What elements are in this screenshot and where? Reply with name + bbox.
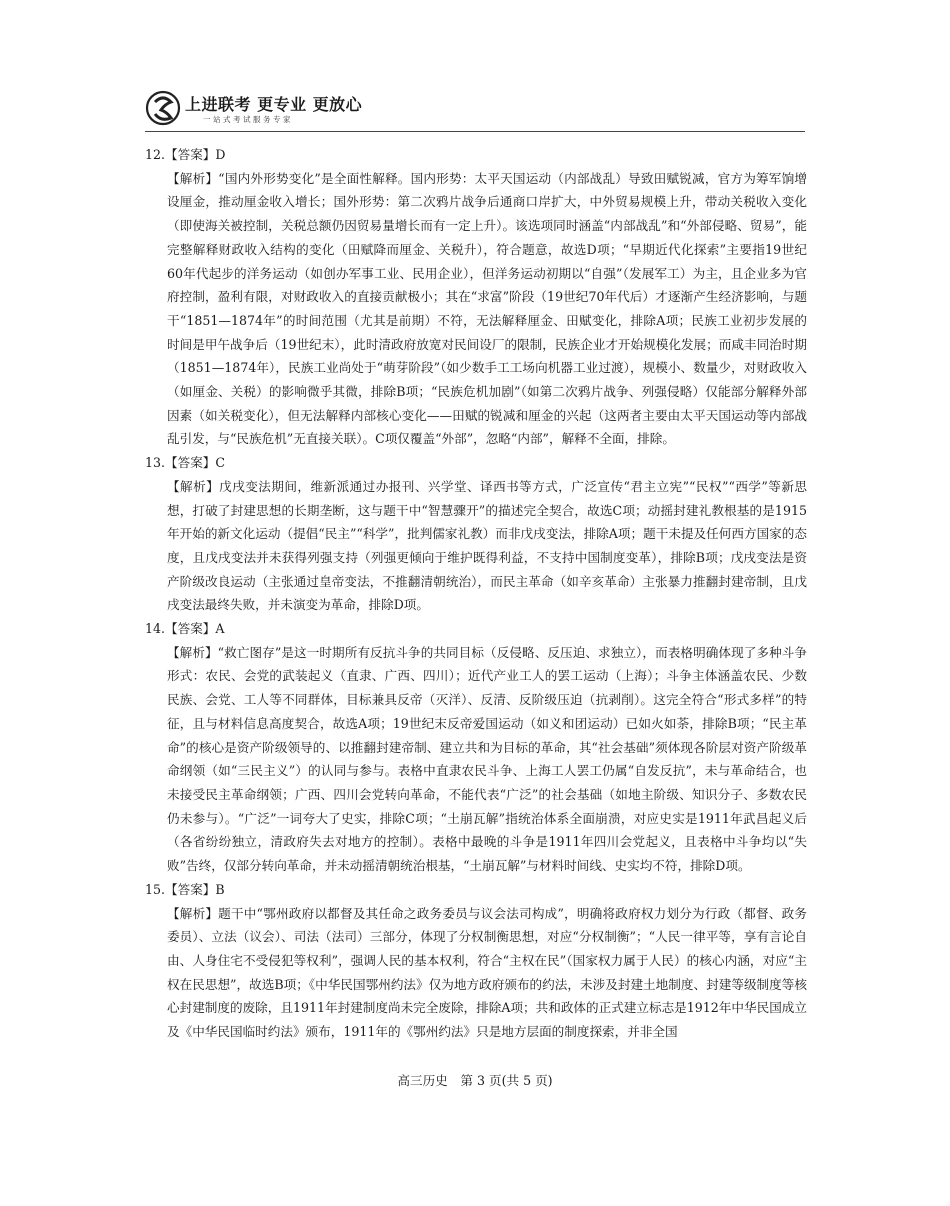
question-block-12 [145,143,807,451]
answer-line: 12.【答案】D [145,147,226,162]
explanation-text: 【解析】戊戌变法期间，维新派通过办报刊、兴学堂、译西书等方式，广泛宣传“君主立宪”“民权”“西学”等新思想，打破了封建思想的长期垄断，这与题干中“智慧骤开”的描述完全契合，故选C项；动摇封建礼教根基的是1915年开始的新文化运动（提倡“民主”“科学”，批判儒家礼教）而非戊戌变法，排除A项；题干未提及任何西方国家的态度，且戊戌变法并未获得列强支持（列强更倾向于维护既得利益，不支持中国制度变革），排除B项；戊戌变法是资产阶级改良运动（主张通过皇帝变法，不推翻清朝统治），而民主革命（如辛亥革命）主张暴力推翻封建帝制，且戊戌变法最终失败，并未演变为革命，排除D项。 [167,478,807,613]
answer-line: 15.【答案】B [145,881,225,897]
explanation-text: 【解析】题干中“鄂州政府以都督及其任命之政务委员与议会法司构成”，明确将政府权力划分为行政（都督、政务委员）、立法（议会）、司法（法司）三部分，体现了分权制衡思想，对应“分权制衡”；“人民一律平等，享有言论自由、人身住宅不受侵犯等权利”，强调人民的基本权利，符合“主权在民”（国家权力属于人民）的核心内涵，对应“主权在民思想”，故选B项；《中华民国鄂州约法》仅为地方政府颁布的约法，未涉及封建土地制度、封建等级制度等核心封建制度的废除，且1911年封建制度尚未完全废除，排除A项；共和政体的正式建立标志是1912年中华民国成立及《中华民国临时约法》颁布，1911年的《鄂州约法》只是地方层面的制度探索，并非全国 [167,905,807,1040]
question-block-15 [145,878,807,1044]
answer-line: 13.【答案】C [145,455,226,471]
explanation-text: 【解析】“国内外形势变化”是全面性解释。国内形势：太平天国运动（内部战乱）导致田赋锐减，官方为筹军饷增设厘金，推动厘金收入增长；国外形势：第二次鸦片战争后通商口岸扩大，中外贸易规模上升，带动关税收入变化（即使海关被控制，关税总额仍因贸易量增长而有一定上升）。该选项同时涵盖“内部战乱”和“外部侵略、贸易”，能完整解释财政收入结构的变化（田赋降而厘金、关税升），符合题意，故选D项；“早期近代化探索”主要指19世纪60年代起步的洋务运动（如创办军事工业、民用企业），但洋务运动初期以“自强”（发展军工）为主，且企业多为官府控制，盈利有限，对财政收入的直接贡献极小；其在“求富”阶段（19世纪70年代后）才逐渐产生经济影响，与题干“1851—1874年”的时间范围（尤其是前期）不符，无法解释厘金、田赋变化，排除A项；民族工业初步发展的时间是甲午战争后（19世纪末），此时清政府放宽对民间设厂的限制，民族企业才开始规模化发展；而咸丰同治时期（1851—1874年），民族工业尚处于“萌芽阶段”（如少数手工工场向机器工业过渡），规模小、数量少，对财政收入（如厘金、关税）的影响微乎其微，排除B项；“民族危机加剧”（如第二次鸦片战争、列强侵略）仅能部分解释外部因素（如关税变化），但无法解释内部核心变化——田赋的锐减和厘金的兴起（这两者主要由太平天国运动等内部战乱引发，与“民族危机”无直接关联）。C项仅覆盖“外部”，忽略“内部”，解释不全面，排除。 [167,170,807,447]
page-footer: 高三历史 第 3 页(共 5 页) [397,1073,553,1088]
question-block-14 [145,617,807,878]
brand-tagline: 一站式考试服务专家 [203,115,293,124]
explanation-text: 【解析】“救亡图存”是这一时期所有反抗斗争的共同目标（反侵略、反压迫、求独立），而表格明确体现了多种斗争形式：农民、会党的武装起义（直隶、广西、四川）；近代产业工人的罢工运动（上海）；斗争主体涵盖农民、少数民族、会党、工人等不同群体，目标兼具反帝（灭洋）、反清、反阶级压迫（抗剥削）。这完全符合“形式多样”的特征，且与材料信息高度契合，故选A项；19世纪末反帝爱国运动（如义和团运动）已如火如荼，排除B项；“民主革命”的核心是资产阶级领导的、以推翻封建帝制、建立共和为目标的革命，其“社会基础”须体现各阶层对资产阶级革命纲领（如“三民主义”）的认同与参与。表格中直隶农民斗争、上海工人罢工仍属“自发反抗”，未与革命结合，也未接受民主革命纲领；广西、四川会党转向革命，不能代表“广泛”的社会基础（如地主阶级、知识分子、多数农民仍未参与）。“广泛”一词夸大了史实，排除C项；“土崩瓦解”指统治体系全面崩溃，对应史实是1911年武昌起义后（各省纷纷独立，清政府失去对地方的控制）。表格中最晚的斗争是1911年四川会党起义，且表格中斗争均以“失败”告终，仅部分转向革命，并未动摇清朝统治根基，“土崩瓦解”与材料时间线、史实均不符，排除D项。 [167,644,807,874]
header-divider [145,131,805,132]
brand-slogan: 上进联考 更专业 更放心 [185,95,363,114]
answer-line: 14.【答案】A [145,621,225,637]
question-block-13 [145,451,807,617]
page-header [145,88,805,130]
brand-logo-icon [145,88,181,128]
answer-content [145,143,807,1044]
